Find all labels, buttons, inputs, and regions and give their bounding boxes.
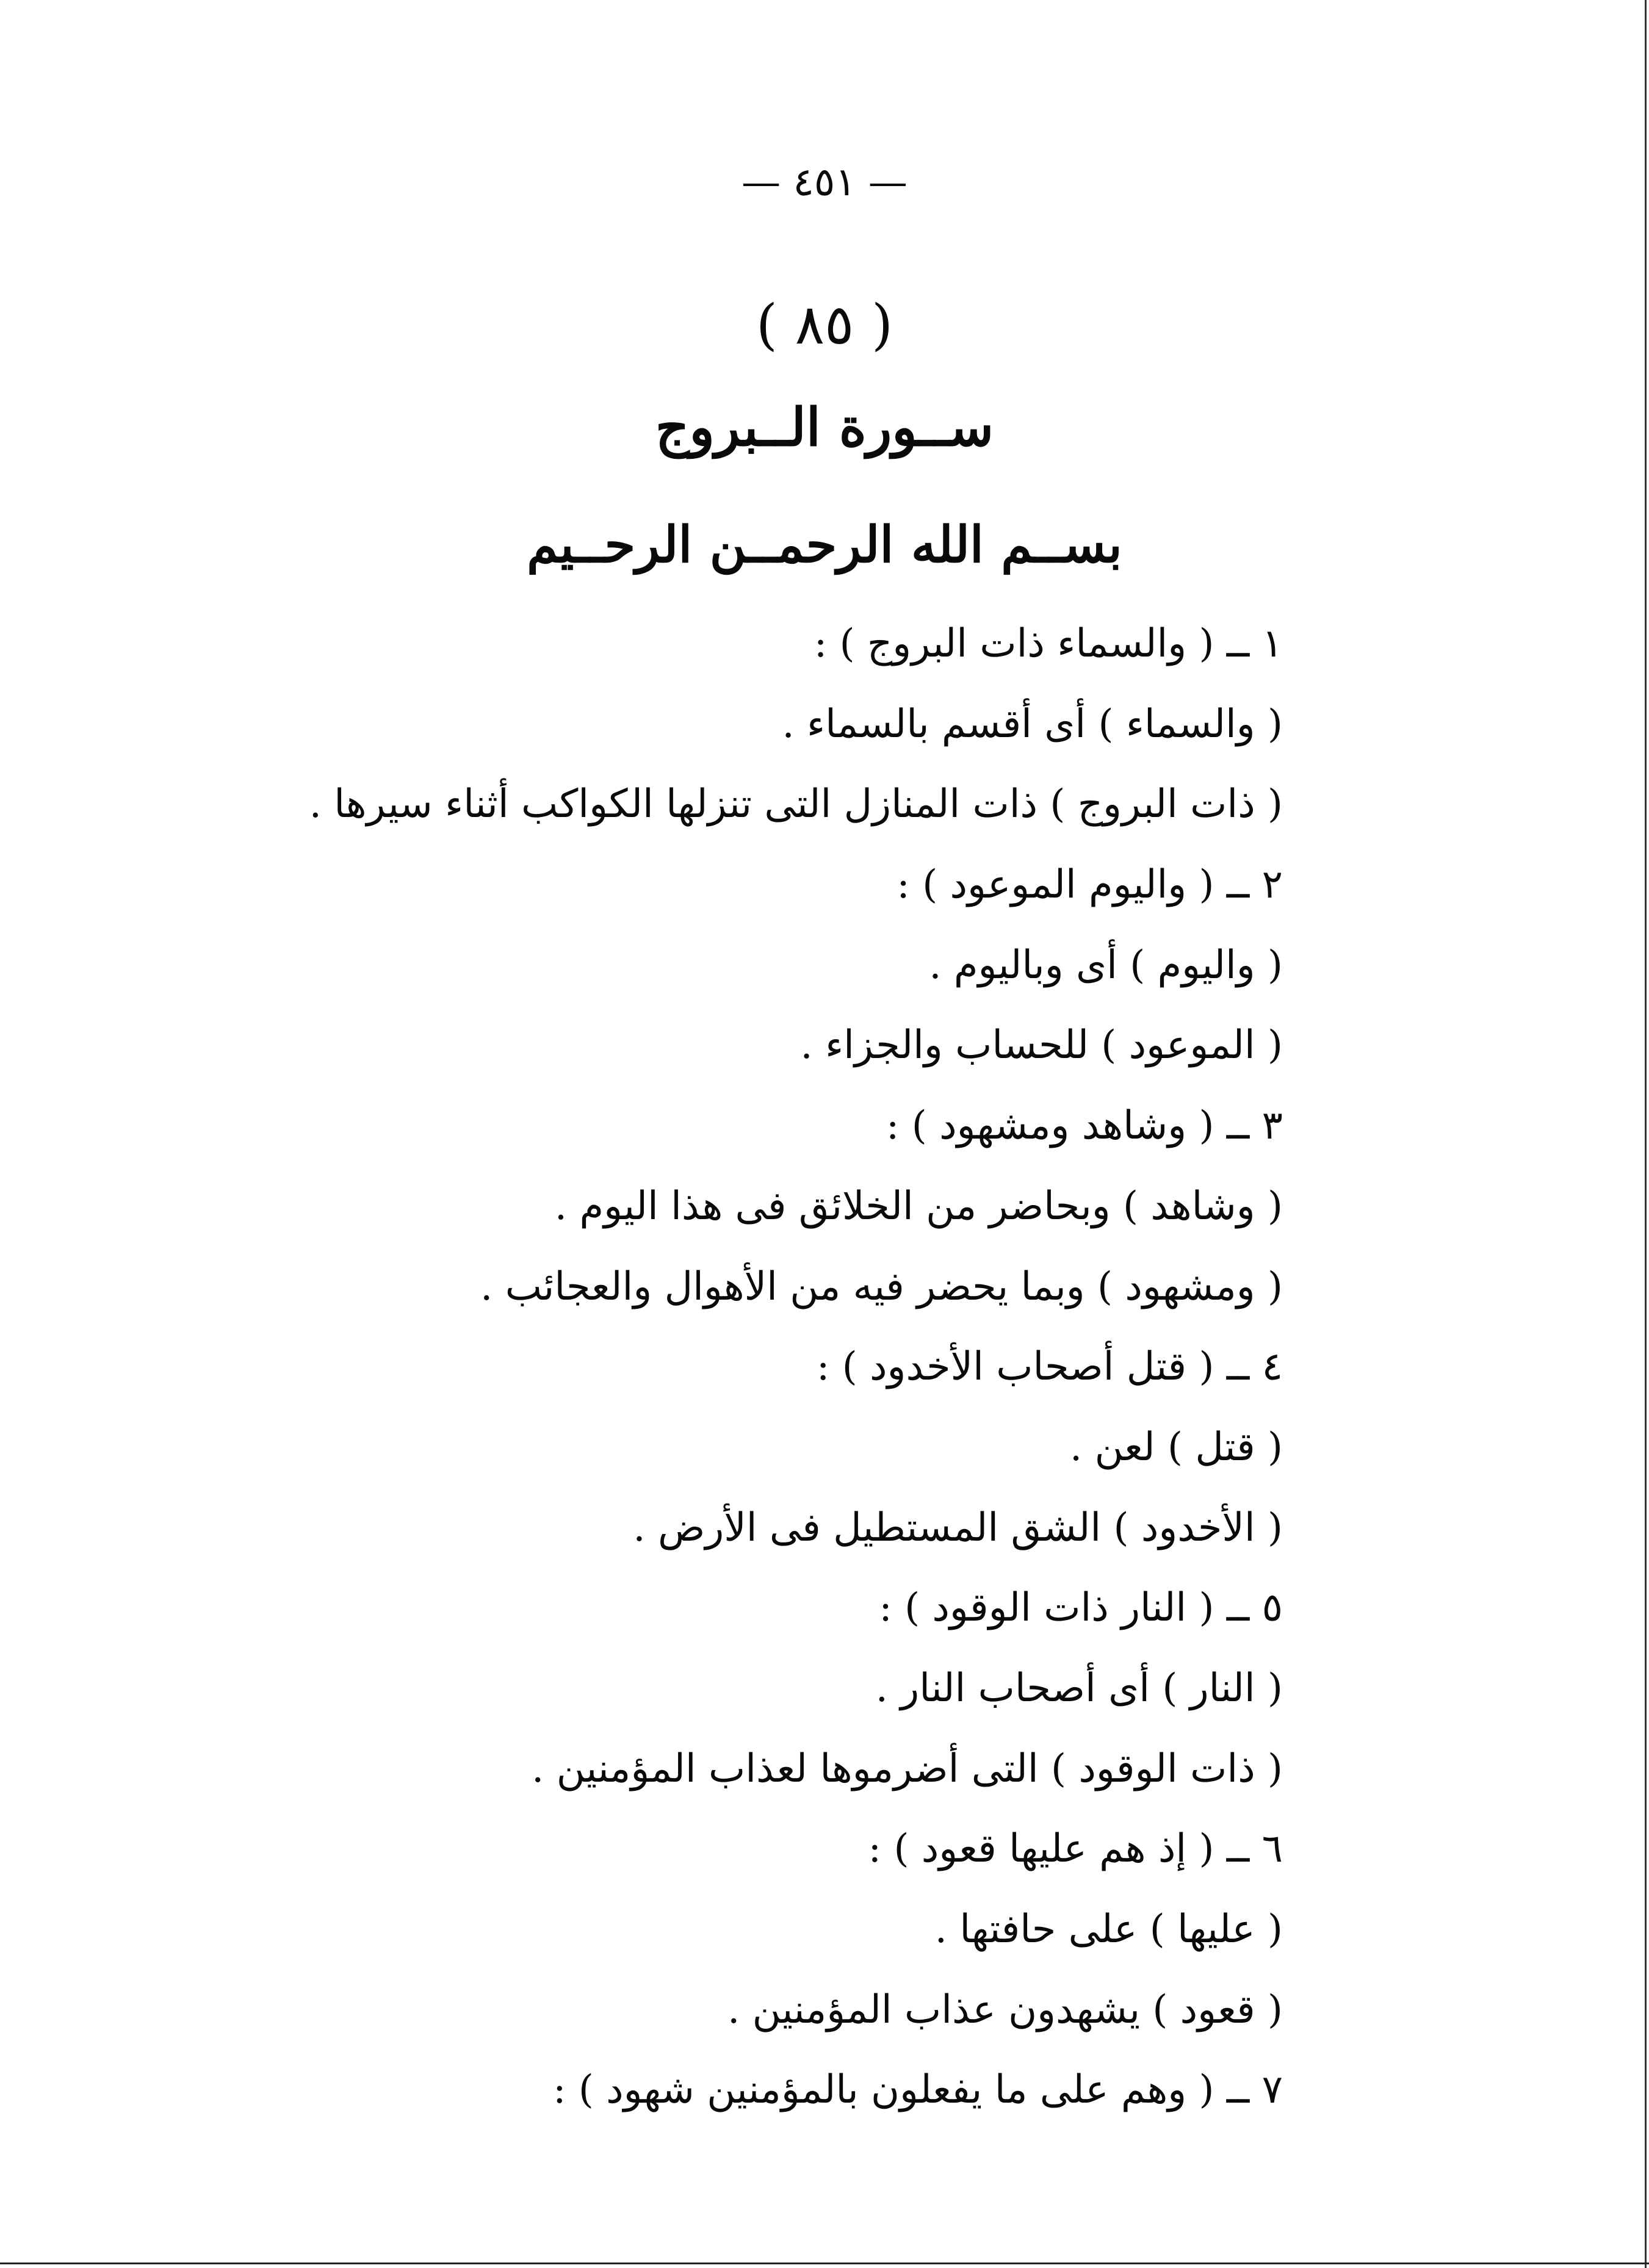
surah-title: ســورة الــبروج [655,397,994,458]
commentary-line: ( قعود ) يشهدون عذاب المؤمنين . [727,1987,1283,2032]
verse-heading: ٣ ــ ( وشاهد ومشهود ) : [886,1103,1283,1149]
commentary-line: ( عليها ) على حافتها . [934,1907,1283,1952]
verse-heading: ٧ ــ ( وهم على ما يفعلون بالمؤمنين شهود ) : [552,2067,1283,2113]
basmala: بســم الله الرحمــن الرحــيم [527,516,1122,574]
commentary-line: ( الأخدود ) الشق المستطيل فى الأرض . [633,1505,1283,1550]
surah-number: ( ٨٥ ) [756,293,893,357]
commentary-line: ( ذات البروج ) ذات المنازل التى تنزلها الكواكب أثناء سيرها . [309,782,1283,827]
verse-heading: ١ ــ ( والسماء ذات البروج ) : [814,621,1283,666]
verse-heading: ٥ ــ ( النار ذات الوقود ) : [879,1585,1283,1631]
verse-heading: ٢ ــ ( واليوم الموعود ) : [897,862,1283,908]
commentary-line: ( قتل ) لعن . [1069,1424,1283,1470]
page-number: — ٤٥١ — [742,160,907,205]
commentary-line: ( النار ) أى أصحاب النار . [875,1665,1283,1711]
verse-heading: ٤ ــ ( قتل أصحاب الأخدود ) : [816,1344,1283,1390]
commentary-line: ( وشاهد ) وبحاضر من الخلائق فى هذا اليوم . [554,1183,1283,1229]
commentary-lines [62,604,1283,2131]
commentary-line: ( الموعود ) للحساب والجزاء . [800,1023,1283,1068]
commentary-line: ( والسماء ) أى أقسم بالسماء . [782,701,1283,747]
commentary-line: ( واليوم ) أى وباليوم . [929,942,1283,988]
verse-heading: ٦ ــ ( إذ هم عليها قعود ) : [868,1826,1283,1872]
commentary-line: ( ذات الوقود ) التى أضرموها لعذاب المؤمنين . [532,1746,1283,1791]
page-border-bottom [0,2263,1649,2264]
commentary-line: ( ومشهود ) وبما يحضر فيه من الأهوال والعجائب . [480,1264,1283,1309]
